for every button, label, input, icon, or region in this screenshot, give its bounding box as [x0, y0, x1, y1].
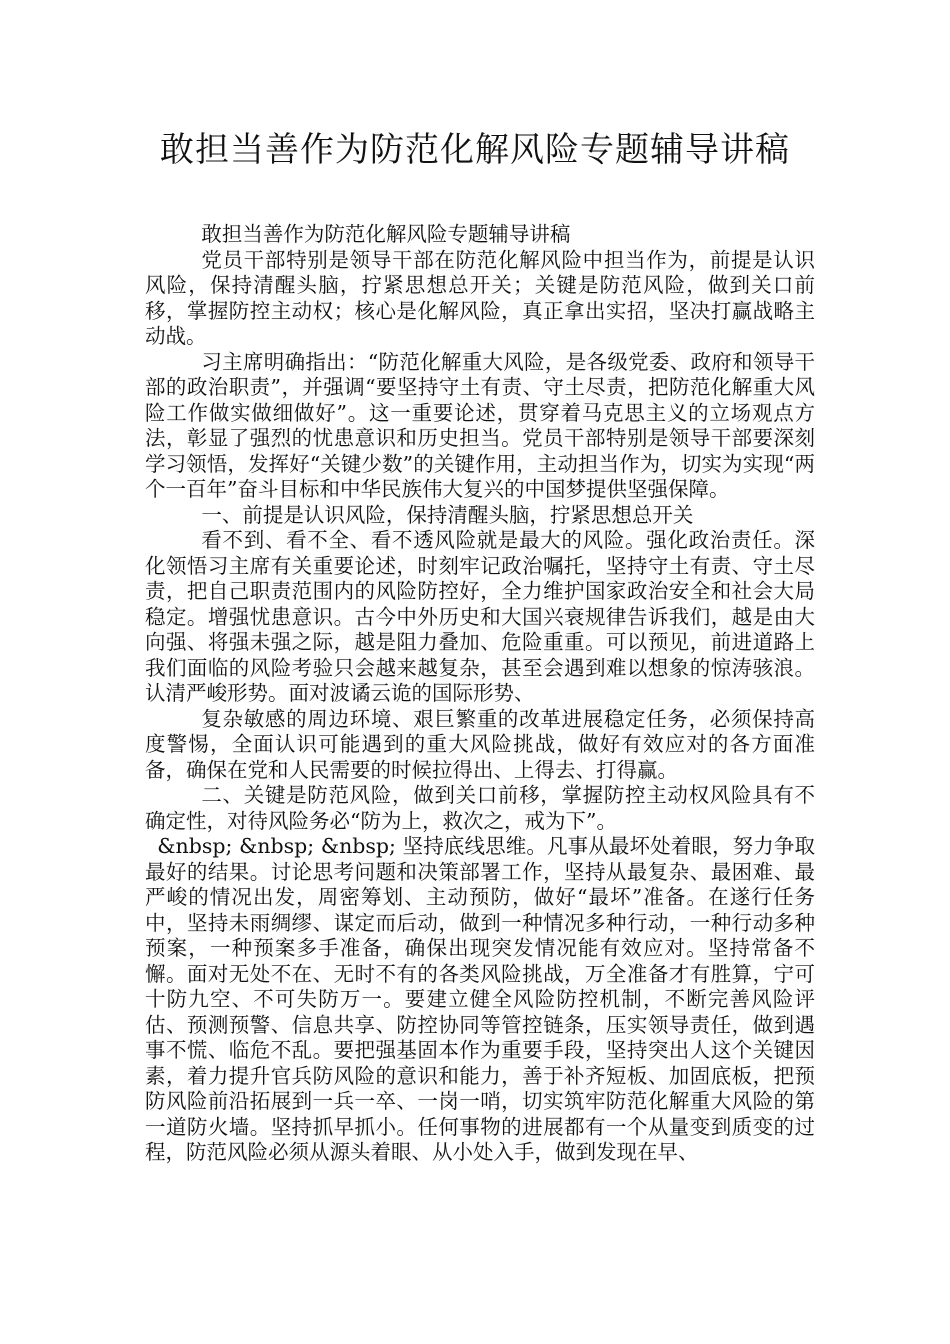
section-heading-two: 二、关键是防范风险，做到关口前移，掌握防控主动权风险具有不确定性，对待风险务必“防为上，救次之，戒为下”。 [145, 783, 815, 833]
paragraph-quote: 习主席明确指出：“防范化解重大风险，是各级党委、政府和领导干部的政治职责”，并强调“要坚持守土有责、守土尽责，把防范化解重大风险工作做实做细做好”。这一重要论述，贯穿着马克思主义的立场观点方法，彰显了强烈的忧患意识和历史担当。党员干部特别是领导干部要深刻学习领悟，发挥好“关键少数”的关键作用，主动担当作为，切实为实现“两个一百年”奋斗目标和中华民族伟大复兴的中国梦提供坚强保障。 [145, 349, 815, 501]
paragraph-section-two: &nbsp; &nbsp; &nbsp; 坚持底线思维。凡事从最坏处着眼，努力争取最好的结果。讨论思考问题和决策部署工作，坚持从最复杂、最困难、最严峻的情况出发，周密筹划、主动预防，做好“最坏”准备。在遂行任务中，坚持未雨绸缪、谋定而后动，做到一种情况多种行动，一种行动多种预案，一种预案多手准备，确保出现突发情况能有效应对。坚持常备不懈。面对无处不在、无时不有的各类风险挑战，万全准备才有胜算，宁可十防九空、不可失防万一。要建立健全风险防控机制，不断完善风险评估、预测预警、信息共享、防控协同等管控链条，压实领导责任，做到遇事不慌、临危不乱。要把强基固本作为重要手段，坚持突出人这个关键因素，着力提升官兵防风险的意识和能力，善于补齐短板、加固底板，把预防风险前沿拓展到一兵一卒、一岗一哨，切实筑牢防范化解重大风险的第一道防火墙。坚持抓早抓小。任何事物的进展都有一个从量变到质变的过程，防范风险必须从源头着眼、从小处入手，做到发现在早、 [145, 834, 815, 1164]
paragraph-section-one-cont: 复杂敏感的周边环境、艰巨繁重的改革进展稳定任务，必须保持高度警惕，全面认识可能遇到的重大风险挑战，做好有效应对的各方面准备，确保在党和人民需要的时候拉得出、上得去、打得赢。 [145, 706, 815, 782]
paragraph-subtitle: 敢担当善作为防范化解风险专题辅导讲稿 [201, 222, 571, 246]
paragraph-section-one: 看不到、看不全、看不透风险就是最大的风险。强化政治责任。深化领悟习主席有关重要论述，时刻牢记政治嘱托，坚持守土有责、守土尽责，把自己职责范围内的风险防控好，全力维护国家政治安全和社会大局稳定。增强忧患意识。古今中外历史和大国兴衰规律告诉我们，越是由大向强、将强未强之际，越是阻力叠加、危险重重。可以预见，前进道路上我们面临的风险考验只会越来越复杂，甚至会遇到难以想象的惊涛骇浪。认清严峻形势。面对波谲云诡的国际形势、 [145, 528, 815, 705]
paragraph-intro: 党员干部特别是领导干部在防范化解风险中担当作为，前提是认识风险，保持清醒头脑，拧紧思想总开关；关键是防范风险，做到关口前移，掌握防控主动权；核心是化解风险，真正拿出实招，坚决打赢战略主动战。 [145, 247, 815, 348]
document-body [145, 222, 815, 1166]
section-heading-one: 一、前提是认识风险，保持清醒头脑，拧紧思想总开关 [201, 502, 694, 527]
document-title: 敢担当善作为防范化解风险专题辅导讲稿 [160, 130, 790, 170]
